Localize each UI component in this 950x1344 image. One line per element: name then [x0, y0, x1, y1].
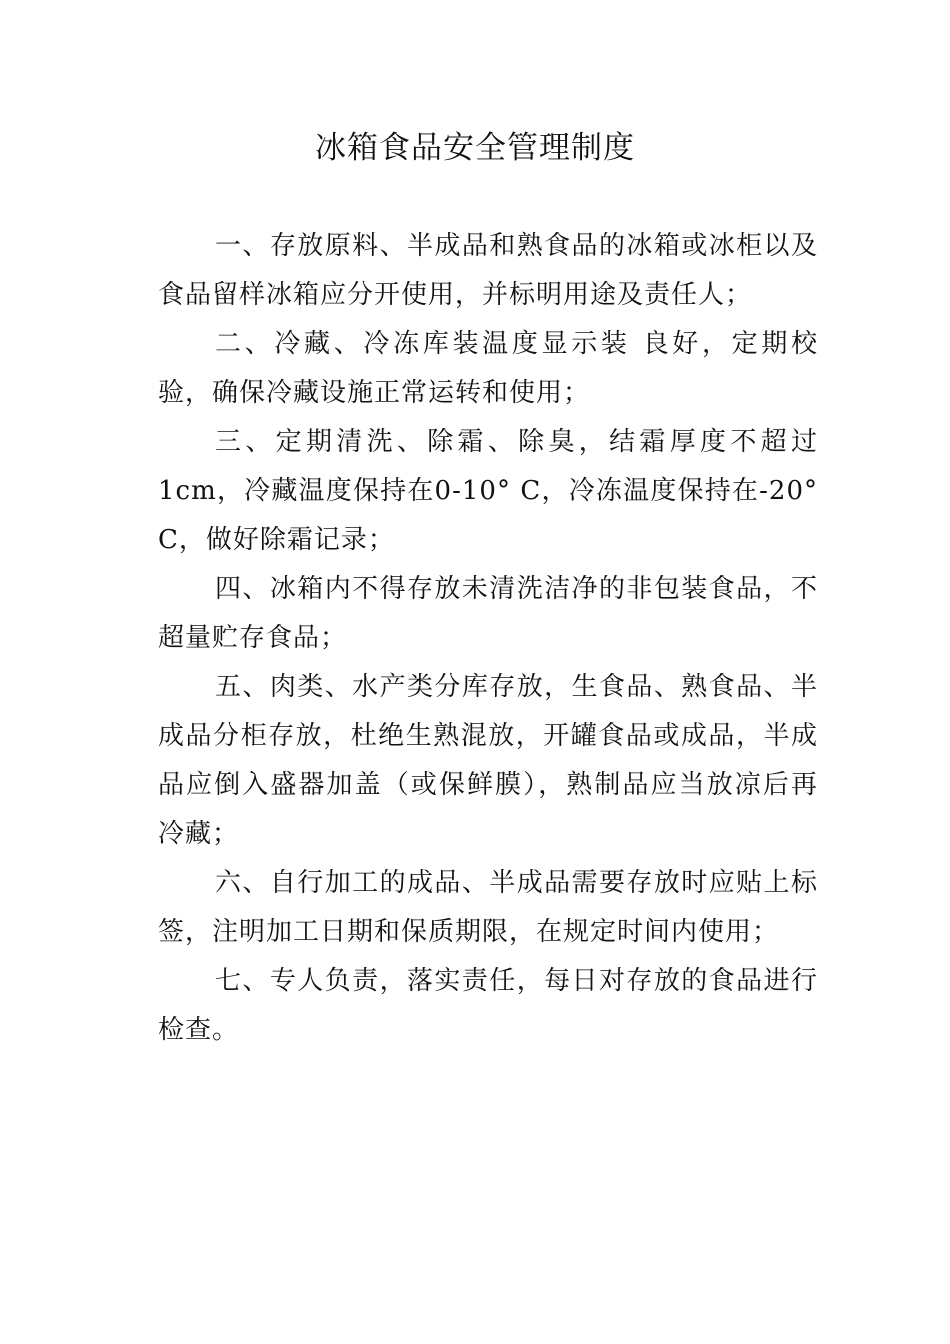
document-title: 冰箱食品安全管理制度 — [315, 130, 635, 166]
document-body — [158, 222, 818, 1055]
paragraph-5: 五、肉类、水产类分库存放，生食品、熟食品、半成品分柜存放，杜绝生熟混放，开罐食品或成品，半成品应倒入盛器加盖（或保鲜膜），熟制品应当放凉后再冷藏； — [158, 672, 818, 849]
paragraph-7: 七、专人负责，落实责任，每日对存放的食品进行检查。 — [158, 966, 818, 1045]
paragraph-6: 六、自行加工的成品、半成品需要存放时应贴上标签，注明加工日期和保质期限，在规定时间内使用； — [158, 868, 818, 947]
paragraph-4: 四、冰箱内不得存放未清洗洁净的非包装食品，不超量贮存食品； — [158, 574, 818, 653]
paragraph-3: 三、定期清洗、除霜、除臭，结霜厚度不超过1cm，冷藏温度保持在0-10° C，冷冻温度保持在-20° C，做好除霜记录； — [158, 427, 818, 555]
paragraph-1: 一、存放原料、半成品和熟食品的冰箱或冰柜以及食品留样冰箱应分开使用，并标明用途及责任人； — [158, 231, 818, 310]
paragraph-2: 二、冷藏、冷冻库装温度显示装 良好，定期校验，确保冷藏设施正常运转和使用； — [158, 329, 818, 408]
